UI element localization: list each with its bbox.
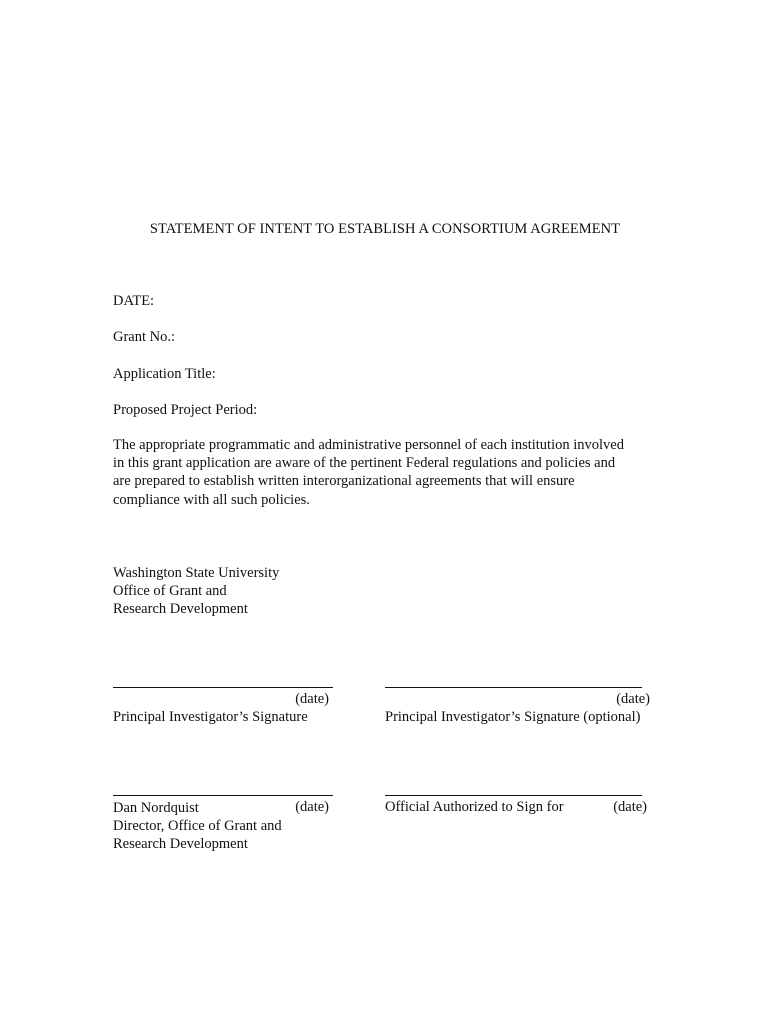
director-title-line: Research Development [113,836,248,853]
official-signature-label: Official Authorized to Sign for [385,799,564,815]
grant-no-label: Grant No.: [113,329,176,345]
paragraph-line: in this grant application are aware of the pertinent Federal regulations and policies and [113,455,616,472]
institution-block [113,564,279,619]
institution-line: Washington State University [113,565,280,581]
paragraph-line: compliance with all such policies. [113,491,310,508]
document-title: STATEMENT OF INTENT TO ESTABLISH A CONSORTIUM AGREEMENT [149,221,621,237]
official-signature-line[interactable] [385,795,642,796]
pi-signature-label: Principal Investigator’s Signature [113,709,308,725]
institution-line: Research Development [113,601,248,618]
director-name: Dan Nordquist [113,800,199,816]
institution-line: Office of Grant and [113,583,227,600]
application-title-label: Application Title: [113,366,216,382]
compliance-paragraph [113,436,673,509]
pi-date-label: (date) [295,691,329,707]
date-label: DATE: [113,293,155,309]
director-title-line: Director, Office of Grant and [113,818,282,835]
pi-optional-date-label: (date) [616,691,650,707]
project-period-label: Proposed Project Period: [113,402,258,418]
paragraph-line: The appropriate programmatic and administrative personnel of each institution involved [113,437,624,453]
director-date-label: (date) [295,799,329,815]
paragraph-line: are prepared to establish written interorganizational agreements that will ensure [113,473,575,490]
director-signature-line[interactable] [113,795,333,796]
official-date-label: (date) [613,799,647,815]
pi-optional-signature-line[interactable] [385,687,642,688]
pi-signature-line[interactable] [113,687,333,688]
pi-optional-signature-label: Principal Investigator’s Signature (optional) [385,709,641,725]
